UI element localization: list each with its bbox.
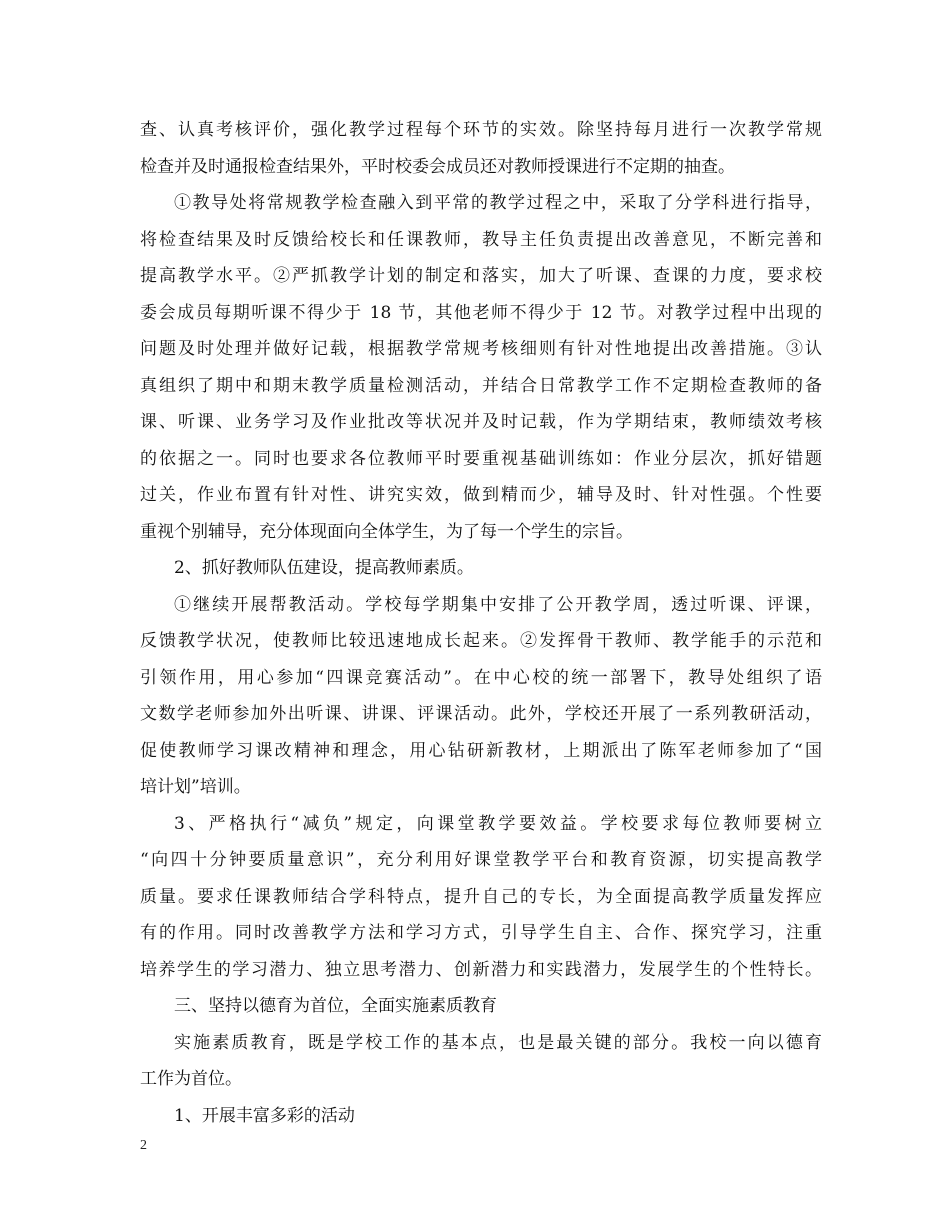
text-line: “向四十分钟要质量意识”，充分利用好课堂教学平台和教育资源，切实提高教学 [140, 850, 822, 870]
document-body [140, 112, 822, 1134]
text-line: 反馈教学状况，使教师比较迅速地成长起来。②发挥骨干教师、教学能手的示范和 [140, 631, 822, 651]
paragraph-first-line: ①继续开展帮教活动。学校每学期集中安排了公开教学周，透过听课、评课， [174, 594, 822, 615]
text-line: 培计划”培训。 [140, 777, 251, 797]
section-heading: 三、坚持以德育为首位，全面实施素质教育 [174, 996, 497, 1016]
text-line: 检查并及时通报检查结果外，平时校委会成员还对教师授课进行不定期的抽查。 [140, 156, 735, 177]
section-heading: 1、开展丰富多彩的活动 [174, 1105, 355, 1126]
text-line: 真组织了期中和期末教学质量检测活动，并结合日常教学工作不定期检查教师的备 [140, 375, 822, 396]
text-line: 质量。要求任课教师结合学科特点，提升自己的专长，为全面提高教学质量发挥应 [140, 886, 822, 907]
section-heading: 2、抓好教师队伍建设，提高教师素质。 [174, 558, 474, 578]
text-line: 促使教师学习课改精神和理念，用心钻研新教材，上期派出了陈军老师参加了“国 [140, 740, 822, 761]
text-line: 问题及时处理并做好记载，根据教学常规考核细则有针对性地提出改善措施。③认 [140, 339, 822, 359]
paragraph-first-line: ①教导处将常规教学检查融入到平常的教学过程之中，采取了分学科进行指导， [174, 193, 822, 213]
text-line: 提高教学水平。②严抓教学计划的制定和落实，加大了听课、查课的力度，要求校 [140, 266, 822, 286]
text-line: 重视个别辅导，充分体现面向全体学生，为了每一个学生的宗旨。 [140, 521, 633, 542]
text-line: 查、认真考核评价，强化教学过程每个环节的实效。除坚持每月进行一次教学常规 [140, 120, 822, 140]
text-line: 有的作用。同时改善教学方法和学习方式，引导学生自主、合作、探究学习，注重 [140, 923, 822, 943]
text-line: 课、听课、业务学习及作业批改等状况并及时记载，作为学期结束，教师绩效考核 [140, 412, 822, 432]
paragraph-first-line: 3、严格执行“减负”规定，向课堂教学要效益。学校要求每位教师要树立 [174, 813, 822, 834]
paragraph-first-line: 实施素质教育，既是学校工作的基本点，也是最关键的部分。我校一向以德育 [174, 1032, 822, 1053]
text-line: 文数学老师参加外出听课、讲课、评课活动。此外，学校还开展了一系列教研活动， [140, 704, 822, 724]
text-line: 将检查结果及时反馈给校长和任课教师，教导主任负责提出改善意见，不断完善和 [140, 229, 822, 250]
page-number: 2 [140, 1138, 147, 1153]
text-line: 培养学生的学习潜力、独立思考潜力、创新潜力和实践潜力，发展学生的个性特长。 [140, 959, 822, 980]
text-line: 工作为首位。 [140, 1069, 242, 1089]
text-line: 的依据之一。同时也要求各位教师平时要重视基础训练如：作业分层次，抓好错题 [140, 448, 822, 469]
text-line: 过关，作业布置有针对性、讲究实效，做到精而少，辅导及时、针对性强。个性要 [140, 485, 822, 505]
text-line: 引领作用，用心参加“四课竞赛活动”。在中心校的统一部署下，教导处组织了语 [140, 667, 822, 688]
text-line: 委会成员每期听课不得少于 18 节，其他老师不得少于 12 节。对教学过程中出现的 [140, 302, 822, 323]
